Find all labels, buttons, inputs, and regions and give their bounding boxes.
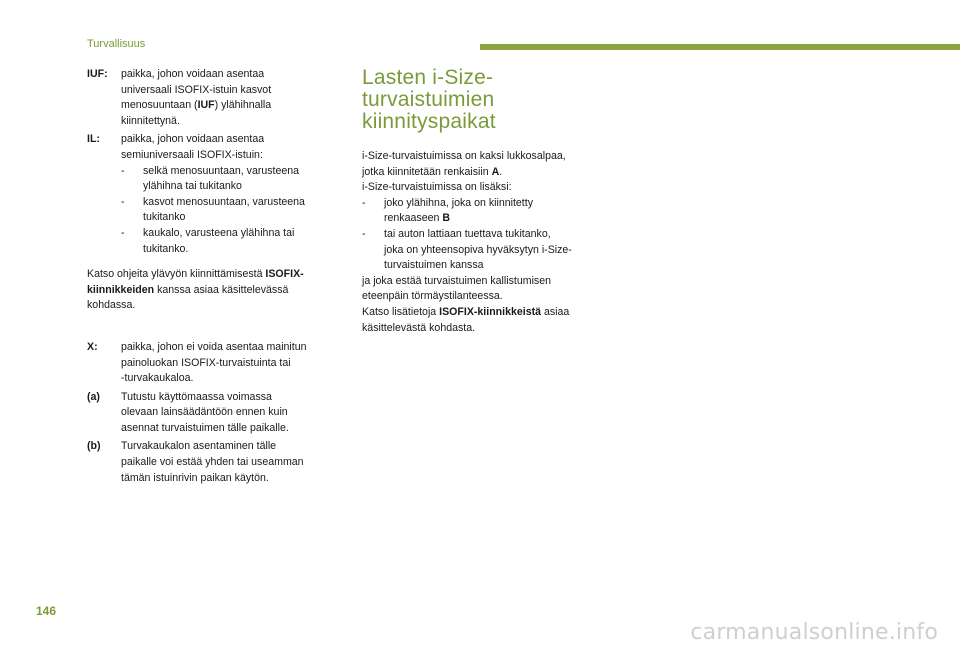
heading-line: turvaistuimien — [362, 88, 495, 111]
text-span: joko ylähihna, joka on kiinnitetty — [384, 196, 533, 209]
list-item-text — [143, 195, 349, 226]
text-line: asennat turvaistuimen tälle paikalle. — [121, 421, 289, 434]
text-line: i-Size-turvaistuimissa on kaksi lukkosalpaa, — [362, 150, 566, 162]
definition-b-body — [121, 439, 349, 486]
text-line: eteenpäin törmäystilanteessa. — [362, 290, 503, 303]
bold-text: kiinnikkeiden — [87, 283, 155, 296]
definition-il-body — [121, 132, 349, 257]
term-x: X: — [87, 340, 98, 353]
text-line: paikka, johon voidaan asentaa — [121, 133, 265, 146]
text-span: kasvot menosuuntaan, varusteena — [143, 195, 305, 208]
dash-marker: - — [362, 196, 366, 209]
definition-b — [87, 439, 349, 486]
section-bar — [480, 44, 960, 50]
text-span: kanssa asiaa käsittelevässä — [154, 283, 289, 296]
definition-iuf-body — [121, 67, 349, 129]
text-line: i-Size-turvaistuimissa on lisäksi: — [362, 181, 512, 194]
text-line: semiuniversaali ISOFIX-istuin: — [121, 148, 263, 161]
text-line: ja joka estää turvaistuimen kallistumisen — [362, 274, 552, 287]
text-line: tämän istuinrivin paikan käytön. — [121, 471, 269, 484]
left-column — [87, 67, 349, 489]
text-line: paikalle voi estää yhden tai useamman — [121, 456, 304, 469]
definition-a-body — [121, 390, 349, 437]
bold-text: IUF — [197, 99, 215, 112]
list-item-text — [384, 227, 612, 274]
text-span: ) ylähihnalla — [214, 99, 272, 112]
text-span: tai auton lattiaan tuettava tukitanko, — [384, 227, 551, 240]
text-span: kohdassa. — [87, 299, 136, 312]
text-line: universaali ISOFIX-istuin kasvot — [121, 83, 272, 96]
text-line — [121, 98, 349, 114]
right-column — [362, 67, 612, 336]
heading-line: Lasten i-Size- — [362, 66, 494, 89]
text-span: joka on yhteensopiva hyväksytyn i-Size- — [384, 243, 572, 256]
text-span: jotka kiinnitetään renkaisiin — [362, 165, 492, 178]
text-line: käsittelevästä kohdasta. — [362, 321, 476, 334]
text-span: turvaistuimen kanssa — [384, 259, 484, 272]
dash-marker: - — [121, 195, 125, 208]
term-b: (b) — [87, 440, 101, 453]
text-line — [362, 305, 612, 321]
bold-text: ISOFIX- — [265, 268, 304, 281]
list-item — [121, 164, 349, 195]
list-item-text — [384, 196, 612, 227]
dash-marker: - — [121, 226, 125, 239]
watermark: carmanualsonline.info — [690, 620, 938, 645]
bold-text: B — [442, 212, 450, 225]
text-line: paikka, johon voidaan asentaa — [121, 68, 265, 80]
text-line: paikka, johon ei voida asentaa mainitun — [121, 340, 307, 353]
list-item — [121, 226, 349, 257]
isofix-note — [87, 267, 349, 314]
term-il: IL: — [87, 133, 100, 146]
text-line: painoluokan ISOFIX-turvaistuinta tai — [121, 356, 291, 369]
text-span: ylähihna tai tukitanko — [143, 180, 242, 193]
section-title: Turvallisuus — [87, 38, 146, 50]
text-line: kiinnitettynä. — [121, 114, 180, 127]
dash-marker: - — [121, 164, 125, 177]
list-item-text — [143, 226, 349, 257]
term-a: (a) — [87, 390, 100, 403]
definition-il — [87, 132, 349, 257]
page-number: 146 — [36, 604, 57, 618]
list-item — [121, 195, 349, 226]
definition-a — [87, 390, 349, 437]
list-item-text — [143, 164, 349, 195]
heading-line: kiinnityspaikat — [362, 110, 496, 133]
bold-text: ISOFIX-kiinnikkeistä — [439, 305, 542, 318]
dash-marker: - — [362, 227, 366, 240]
text-span: Katso lisätietoja — [362, 305, 440, 318]
page-heading — [362, 67, 612, 133]
text-line — [362, 165, 612, 181]
text-span: kaukalo, varusteena ylähihna tai — [143, 226, 295, 239]
text-line: -turvakaukaloa. — [121, 372, 194, 385]
bold-text: A — [491, 165, 500, 178]
definition-x — [87, 340, 349, 387]
text-span: tukitanko — [143, 211, 186, 224]
text-span: asiaa — [541, 305, 570, 318]
definition-x-body — [121, 340, 349, 387]
text-span: renkaaseen — [384, 212, 443, 225]
text-line: olevaan lainsäädäntöön ennen kuin — [121, 406, 288, 419]
term-iuf: IUF: — [87, 68, 108, 80]
text-span: . — [499, 165, 503, 178]
definition-iuf — [87, 67, 349, 129]
text-span: Katso ohjeita ylävyön kiinnittämisestä — [87, 268, 266, 281]
text-line: Turvakaukalon asentaminen tälle — [121, 440, 277, 453]
text-span: menosuuntaan ( — [121, 99, 198, 112]
text-span: selkä menosuuntaan, varusteena — [143, 164, 300, 177]
text-line: Tutustu käyttömaassa voimassa — [121, 390, 272, 403]
list-item — [362, 196, 612, 227]
list-item — [362, 227, 612, 274]
text-span: tukitanko. — [143, 242, 189, 255]
